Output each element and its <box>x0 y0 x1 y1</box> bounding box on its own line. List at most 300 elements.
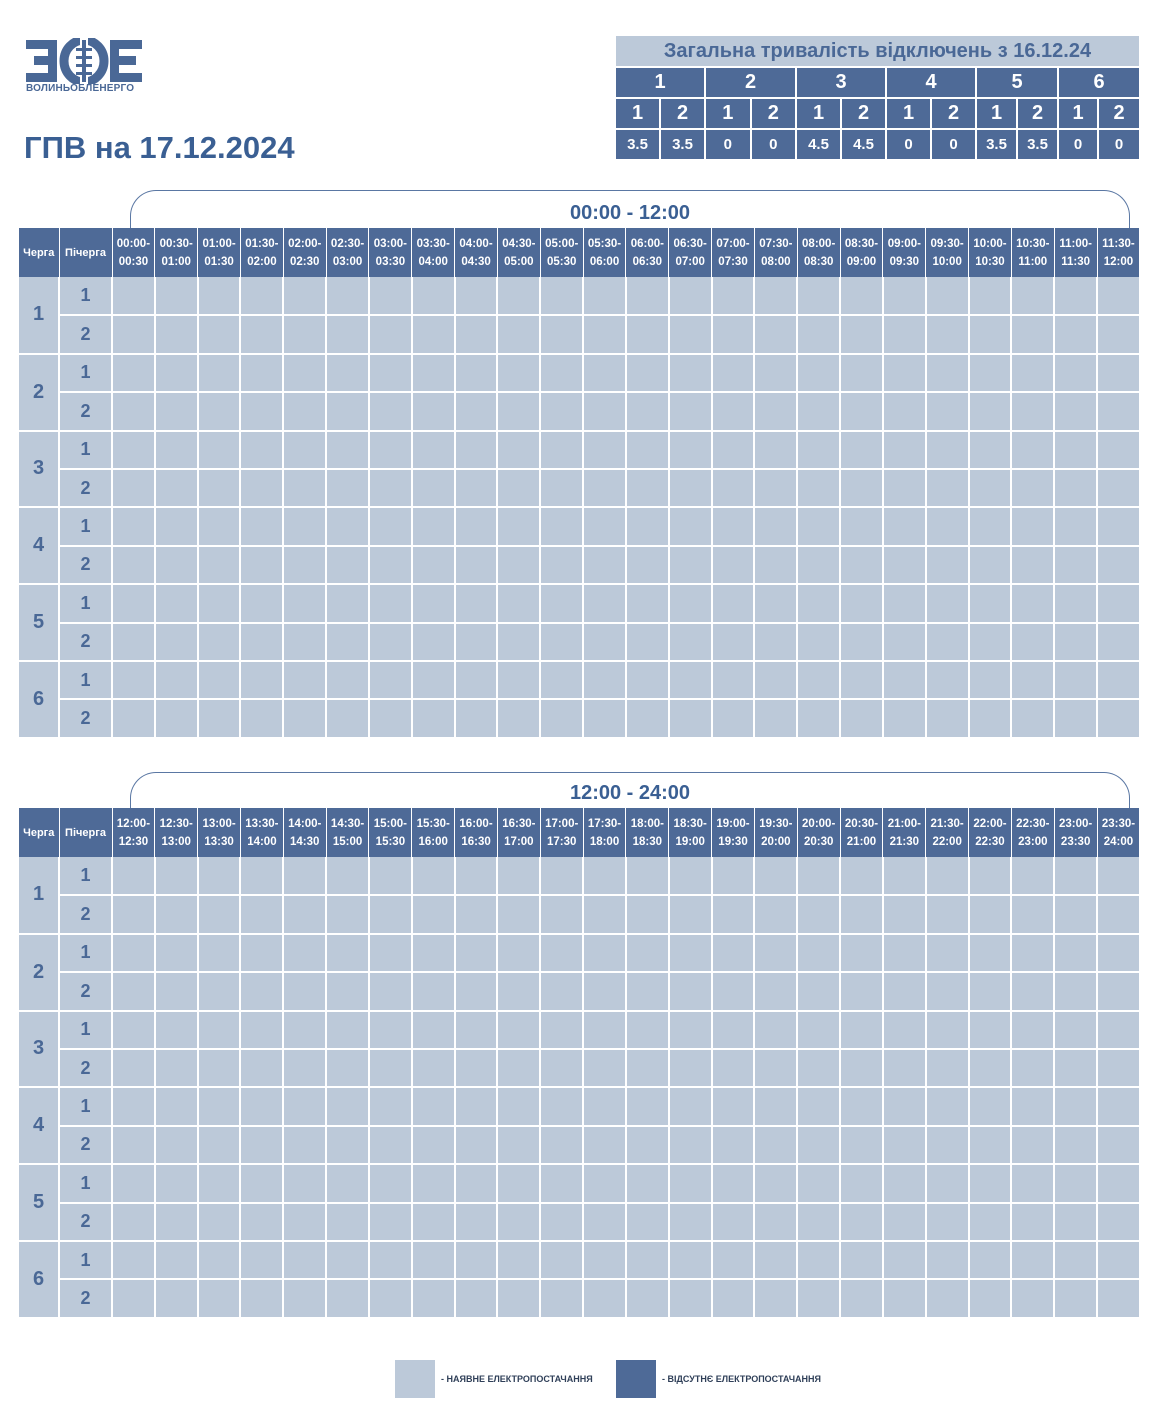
schedule-cell <box>369 661 412 699</box>
schedule-cell <box>1097 392 1140 430</box>
schedule-cell <box>1011 1279 1054 1317</box>
time-slot-header <box>369 228 412 277</box>
range-label <box>130 782 1130 805</box>
schedule-cell <box>626 1241 669 1279</box>
schedule-cell <box>198 1203 241 1241</box>
schedule-cell <box>326 623 369 661</box>
table-row <box>19 392 1140 430</box>
schedule-cell <box>283 277 326 315</box>
slot-start: 22:30- <box>1016 817 1050 830</box>
schedule-cell <box>540 469 583 507</box>
table-row <box>19 699 1140 737</box>
schedule-cell <box>712 1241 755 1279</box>
schedule-cell <box>155 857 198 895</box>
schedule-cell <box>326 934 369 972</box>
schedule-cell <box>1097 1241 1140 1279</box>
table-row <box>19 354 1140 392</box>
subqueue-header: Пічерга <box>59 228 112 277</box>
schedule-cell <box>797 895 840 933</box>
schedule-cell <box>626 354 669 392</box>
time-slot-header <box>883 228 926 277</box>
schedule-cell <box>326 1279 369 1317</box>
schedule-cell <box>240 1126 283 1164</box>
schedule-cell <box>926 1164 969 1202</box>
schedule-cell <box>1097 857 1140 895</box>
schedule-cell <box>926 857 969 895</box>
time-slot-header <box>1097 228 1140 277</box>
schedule-cell <box>583 1241 626 1279</box>
schedule-cell <box>969 1011 1012 1049</box>
schedule-cell <box>1011 661 1054 699</box>
time-slot-header <box>112 228 155 277</box>
schedule-cell <box>669 1279 712 1317</box>
slot-end: 01:00 <box>161 255 191 268</box>
schedule-cell <box>583 699 626 737</box>
schedule-cell <box>669 507 712 545</box>
schedule-cell <box>1054 1126 1097 1164</box>
schedule-cell <box>1054 1203 1097 1241</box>
schedule-cell <box>797 934 840 972</box>
summary-subqueue: 1 <box>1059 97 1099 128</box>
schedule-cell <box>497 277 540 315</box>
schedule-cell <box>883 972 926 1010</box>
schedule-cell <box>240 699 283 737</box>
table-row <box>19 857 1140 895</box>
time-slot-header <box>926 808 969 857</box>
schedule-cell <box>155 507 198 545</box>
schedule-cell <box>112 661 155 699</box>
schedule-cell <box>283 661 326 699</box>
slot-end: 02:00 <box>247 255 277 268</box>
schedule-cell <box>583 1087 626 1125</box>
schedule-cell <box>240 277 283 315</box>
schedule-cell <box>926 277 969 315</box>
schedule-cell <box>754 354 797 392</box>
schedule-cell <box>1097 546 1140 584</box>
schedule-cell <box>969 546 1012 584</box>
slot-start: 19:00- <box>716 817 750 830</box>
schedule-cell <box>540 699 583 737</box>
slot-start: 09:00- <box>887 237 921 250</box>
schedule-cell <box>455 623 498 661</box>
queue-number: 1 <box>19 277 59 354</box>
schedule-cell <box>198 661 241 699</box>
schedule-cell <box>797 1203 840 1241</box>
schedule-cell <box>455 1203 498 1241</box>
slot-end: 20:00 <box>761 835 791 848</box>
slot-start: 05:00- <box>545 237 579 250</box>
queue-number: 1 <box>19 857 59 934</box>
schedule-cell <box>112 1164 155 1202</box>
schedule-cell <box>840 623 883 661</box>
schedule-cell <box>283 934 326 972</box>
subqueue-header: Пічерга <box>59 808 112 857</box>
slot-start: 08:30- <box>844 237 879 250</box>
schedule-cell <box>1011 584 1054 622</box>
slot-start: 01:00- <box>202 237 236 250</box>
slot-start: 17:00- <box>545 817 579 830</box>
schedule-cell <box>1097 661 1140 699</box>
schedule-cell <box>540 1049 583 1087</box>
schedule-cell <box>1054 546 1097 584</box>
schedule-cell <box>369 1241 412 1279</box>
schedule-cell <box>155 1049 198 1087</box>
schedule-cell <box>455 857 498 895</box>
schedule-cell <box>497 1049 540 1087</box>
slot-end: 11:00 <box>1018 255 1048 268</box>
schedule-cell <box>926 584 969 622</box>
schedule-cell <box>754 699 797 737</box>
slot-start: 18:30- <box>673 817 707 830</box>
schedule-cell <box>369 623 412 661</box>
slot-end: 24:00 <box>1103 835 1134 848</box>
schedule-cell <box>412 1126 455 1164</box>
schedule-cell <box>240 546 283 584</box>
absent-swatch <box>616 1360 656 1398</box>
schedule-cell <box>969 1164 1012 1202</box>
queue-number: 3 <box>19 431 59 508</box>
schedule-cell <box>883 895 926 933</box>
schedule-cell <box>112 469 155 507</box>
schedule-cell <box>1097 507 1140 545</box>
summary-queue-row <box>616 66 1139 97</box>
schedule-cell <box>112 354 155 392</box>
schedule-cell <box>326 1049 369 1087</box>
schedule-cell <box>240 1203 283 1241</box>
schedule-cell <box>283 507 326 545</box>
schedule-cell <box>540 584 583 622</box>
schedule-cell <box>1097 354 1140 392</box>
schedule-cell <box>926 315 969 353</box>
table-row <box>19 1164 1140 1202</box>
slot-end: 00:30 <box>118 255 149 268</box>
schedule-cell <box>455 1087 498 1125</box>
schedule-cell <box>669 1164 712 1202</box>
schedule-cell <box>112 1279 155 1317</box>
schedule-cell <box>583 1126 626 1164</box>
summary-value: 0 <box>1059 128 1099 159</box>
table-row <box>19 623 1140 661</box>
schedule-cell <box>1011 857 1054 895</box>
schedule-cell <box>240 972 283 1010</box>
schedule-cell <box>797 623 840 661</box>
schedule-cell <box>198 392 241 430</box>
summary-subqueue: 2 <box>932 97 977 128</box>
schedule-cell <box>926 623 969 661</box>
slot-start: 07:30- <box>759 237 793 250</box>
summary-value: 0 <box>1099 128 1139 159</box>
schedule-cell <box>754 934 797 972</box>
schedule-cell <box>326 354 369 392</box>
schedule-cell <box>969 392 1012 430</box>
schedule-cell <box>840 1203 883 1241</box>
schedule-cell <box>969 315 1012 353</box>
schedule-cell <box>1097 699 1140 737</box>
schedule-cell <box>369 431 412 469</box>
queue-number: 6 <box>19 1241 59 1318</box>
schedule-cell <box>712 392 755 430</box>
schedule-cell <box>669 1087 712 1125</box>
time-slot-header <box>198 808 241 857</box>
schedule-cell <box>883 1164 926 1202</box>
summary-queue-5: 5 <box>977 66 1059 97</box>
schedule-cell <box>155 1241 198 1279</box>
schedule-cell <box>883 1241 926 1279</box>
schedule-cell <box>883 469 926 507</box>
slot-end: 13:00 <box>161 835 191 848</box>
subqueue-number: 1 <box>59 1241 112 1279</box>
schedule-cell <box>712 934 755 972</box>
schedule-cell <box>240 392 283 430</box>
schedule-cell <box>540 857 583 895</box>
schedule-cell <box>455 1126 498 1164</box>
schedule-cell <box>669 895 712 933</box>
table-row <box>19 431 1140 469</box>
slot-start: 14:00- <box>288 817 322 830</box>
available-swatch <box>395 1360 435 1398</box>
schedule-cell <box>583 623 626 661</box>
schedule-cell <box>969 1279 1012 1317</box>
schedule-cell <box>540 661 583 699</box>
schedule-cell <box>497 546 540 584</box>
schedule-cell <box>1054 972 1097 1010</box>
time-slot-header <box>455 808 498 857</box>
table-row <box>19 315 1140 353</box>
schedule-cell <box>540 431 583 469</box>
slot-end: 08:00 <box>761 255 791 268</box>
schedule-cell <box>626 895 669 933</box>
schedule-cell <box>754 623 797 661</box>
schedule-cell <box>412 1087 455 1125</box>
schedule-cell <box>326 857 369 895</box>
schedule-cell <box>883 546 926 584</box>
schedule-cell <box>540 1164 583 1202</box>
schedule-cell <box>883 507 926 545</box>
schedule-cell <box>626 584 669 622</box>
schedule-cell <box>712 277 755 315</box>
slot-start: 06:00- <box>630 237 664 250</box>
schedule-cell <box>840 1164 883 1202</box>
slot-end: 04:00 <box>418 255 448 268</box>
schedule-cell <box>626 431 669 469</box>
schedule-cell <box>326 469 369 507</box>
schedule-cell <box>926 1241 969 1279</box>
schedule-cell <box>797 1087 840 1125</box>
schedule-cell <box>155 1011 198 1049</box>
schedule-cell <box>840 546 883 584</box>
schedule-cell <box>240 1011 283 1049</box>
schedule-cell <box>412 469 455 507</box>
slot-start: 15:00- <box>373 817 407 830</box>
legend-available-label: - НАЯВНЕ ЕЛЕКТРОПОСТАЧАННЯ <box>441 1374 593 1384</box>
schedule-cell <box>198 1011 241 1049</box>
schedule-cell <box>1054 392 1097 430</box>
schedule-cell <box>754 546 797 584</box>
schedule-cell <box>455 392 498 430</box>
schedule-cell <box>497 1011 540 1049</box>
schedule-cell <box>497 1241 540 1279</box>
schedule-cell <box>840 469 883 507</box>
schedule-cell <box>326 431 369 469</box>
schedule-cell <box>155 1087 198 1125</box>
slot-start: 05:30- <box>587 237 622 250</box>
schedule-cell <box>969 277 1012 315</box>
schedule-cell <box>198 507 241 545</box>
schedule-cell <box>1011 623 1054 661</box>
slot-end: 18:00 <box>589 835 620 848</box>
table-row <box>19 1126 1140 1164</box>
schedule-cell <box>283 1164 326 1202</box>
slot-start: 10:30- <box>1016 237 1050 250</box>
time-slot-header <box>712 228 755 277</box>
slot-end: 20:30 <box>803 835 834 848</box>
range-label-text: 00:00 - 12:00 <box>564 202 696 224</box>
schedule-cell <box>969 431 1012 469</box>
schedule-cell <box>840 699 883 737</box>
schedule-cell <box>1054 1164 1097 1202</box>
schedule-cell <box>369 1164 412 1202</box>
slot-end: 16:00 <box>418 835 448 848</box>
time-slot-header <box>155 808 198 857</box>
time-slot-header <box>969 808 1012 857</box>
slot-end: 01:30 <box>204 255 234 268</box>
slot-start: 12:30- <box>159 817 193 830</box>
slot-start: 13:30- <box>245 817 279 830</box>
schedule-cell <box>1097 1279 1140 1317</box>
schedule-cell <box>754 315 797 353</box>
time-slot-header <box>669 808 712 857</box>
schedule-cell <box>497 392 540 430</box>
schedule-cell <box>754 1011 797 1049</box>
schedule-cell <box>1097 315 1140 353</box>
schedule-cell <box>712 857 755 895</box>
schedule-cell <box>969 661 1012 699</box>
time-slot-header <box>669 228 712 277</box>
schedule-cell <box>669 431 712 469</box>
schedule-cell <box>240 584 283 622</box>
schedule-cell <box>754 431 797 469</box>
schedule-cell <box>1011 354 1054 392</box>
subqueue-number: 1 <box>59 661 112 699</box>
schedule-cell <box>797 699 840 737</box>
schedule-cell <box>412 1049 455 1087</box>
schedule-cell <box>455 699 498 737</box>
schedule-cell <box>540 392 583 430</box>
summary-subqueue: 1 <box>977 97 1018 128</box>
schedule-cell <box>883 1011 926 1049</box>
schedule-cell <box>326 315 369 353</box>
schedule-cell <box>797 469 840 507</box>
schedule-cell <box>969 1203 1012 1241</box>
schedule-cell <box>540 1203 583 1241</box>
schedule-cell <box>112 546 155 584</box>
time-slot-header <box>969 228 1012 277</box>
schedule-cell <box>1054 1279 1097 1317</box>
subqueue-number: 1 <box>59 857 112 895</box>
slot-end: 23:30 <box>1060 835 1091 848</box>
slot-end: 04:30 <box>461 255 491 268</box>
subqueue-number: 2 <box>59 1203 112 1241</box>
schedule-cell <box>326 584 369 622</box>
schedule-cell <box>240 895 283 933</box>
slot-end: 17:30 <box>546 835 577 848</box>
schedule-cell <box>112 315 155 353</box>
slot-end: 06:30 <box>632 255 663 268</box>
schedule-cell <box>1054 934 1097 972</box>
schedule-cell <box>883 392 926 430</box>
schedule-cell <box>626 315 669 353</box>
table-row <box>19 546 1140 584</box>
summary-queue-2: 2 <box>706 66 797 97</box>
schedule-cell <box>326 1087 369 1125</box>
schedule-cell <box>883 1203 926 1241</box>
schedule-cell <box>712 1164 755 1202</box>
schedule-cell <box>583 277 626 315</box>
schedule-cell <box>540 1011 583 1049</box>
schedule-cell <box>326 507 369 545</box>
schedule-cell <box>883 857 926 895</box>
table-row <box>19 507 1140 545</box>
schedule-cell <box>712 507 755 545</box>
schedule-cell <box>969 1049 1012 1087</box>
table-row <box>19 469 1140 507</box>
schedule-cell <box>797 315 840 353</box>
schedule-cell <box>926 1203 969 1241</box>
schedule-cell <box>540 315 583 353</box>
schedule-cell <box>240 661 283 699</box>
schedule-cell <box>626 1011 669 1049</box>
schedule-cell <box>1011 1011 1054 1049</box>
schedule-cell <box>797 277 840 315</box>
slot-start: 03:00- <box>373 237 407 250</box>
schedule-cell <box>1011 546 1054 584</box>
schedule-cell <box>412 1164 455 1202</box>
outage-summary-table <box>616 36 1139 159</box>
schedule-cell <box>669 315 712 353</box>
schedule-cell <box>583 1164 626 1202</box>
slot-end: 19:00 <box>675 835 705 848</box>
schedule-cell <box>240 934 283 972</box>
schedule-cell <box>969 1087 1012 1125</box>
schedule-cell <box>712 895 755 933</box>
schedule-cell <box>455 546 498 584</box>
subqueue-number: 2 <box>59 315 112 353</box>
schedule-cell <box>626 1279 669 1317</box>
slot-start: 16:30- <box>502 817 536 830</box>
time-slot-header <box>754 228 797 277</box>
slot-end: 03:00 <box>332 255 363 268</box>
schedule-cell <box>155 392 198 430</box>
schedule-cell <box>198 546 241 584</box>
slot-start: 17:30- <box>587 817 622 830</box>
schedule-cell <box>840 1049 883 1087</box>
table-row <box>19 584 1140 622</box>
schedule-cell <box>497 661 540 699</box>
schedule-cell <box>198 699 241 737</box>
subqueue-number: 1 <box>59 934 112 972</box>
time-slot-header <box>112 808 155 857</box>
schedule-cell <box>797 584 840 622</box>
schedule-cell <box>283 392 326 430</box>
schedule-cell <box>540 546 583 584</box>
schedule-cell <box>1011 469 1054 507</box>
slot-end: 15:30 <box>375 835 406 848</box>
summary-subqueue: 1 <box>797 97 842 128</box>
subqueue-number: 2 <box>59 1279 112 1317</box>
schedule-cell <box>969 623 1012 661</box>
subqueue-number: 1 <box>59 431 112 469</box>
slot-start: 20:00- <box>802 817 836 830</box>
